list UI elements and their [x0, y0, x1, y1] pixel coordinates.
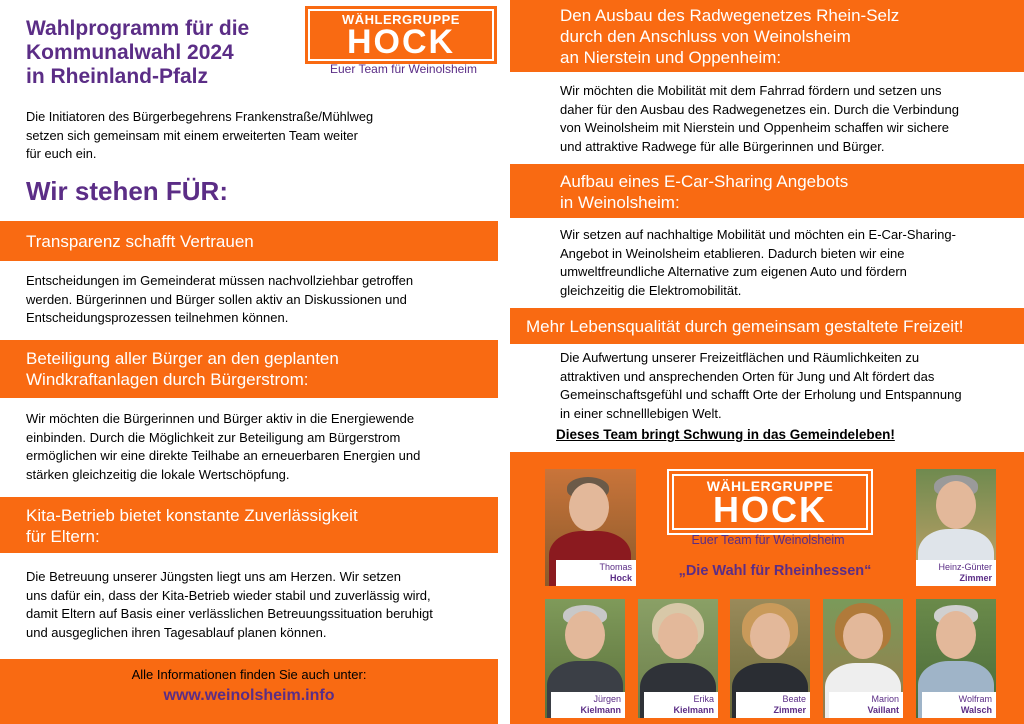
member-photo-marion-vaillant: Marion Vaillant: [823, 599, 903, 718]
section-text-bike-paths: Wir möchten die Mobilität mit dem Fahrrad fördern und setzen uns daher für den Ausbau des Radwegenetzes ein. Durch die Verbindung von Weinolsheim mit Nierstein und Oppenheim schaffen wir sichere und attraktive Radwege für alle Bürgerinnen und Bürger.: [560, 83, 959, 154]
section-header-e-car-sharing: Aufbau eines E-Car-Sharing Angebots in Weinolsheim:: [510, 164, 1024, 218]
footer-bar: [0, 659, 498, 724]
member-photo-juergen-kielmann: Jürgen Kielmann: [545, 599, 625, 718]
member-photo-beate-zimmer: Beate Zimmer: [730, 599, 810, 718]
section-text-e-car-sharing: Wir setzen auf nachhaltige Mobilität und möchten ein E-Car-Sharing- Angebot in Weinolsheim etablieren. Dadurch bieten wir eine umweltfreundliche Alternative zum eigenen Auto und fördern gleichzeitig die Elektromobilität.: [560, 227, 956, 298]
section-header-kita: Kita-Betrieb bietet konstante Zuverlässigkeit für Eltern:: [0, 497, 498, 553]
section-header-bike-paths: Den Ausbau des Radwegenetzes Rhein-Selz durch den Anschluss von Weinolsheim an Nierstein und Oppenheim:: [510, 0, 1024, 72]
section-header-transparency: Transparenz schafft Vertrauen: [0, 221, 498, 261]
website-link[interactable]: www.weinolsheim.info: [163, 687, 335, 704]
stand-for-heading: Wir stehen FÜR:: [26, 176, 228, 206]
section-text-wind-power: Wir möchten die Bürgerinnen und Bürger aktiv in die Energiewende einbinden. Durch die Möglichkeit zur Beteiligung am Bürgerstrom ermöglichen wir eine direkte Teilhabe an erneuerbaren Energien und stärken gleichzeitig die lokale Wertschöpfung.: [26, 411, 421, 482]
section-text-kita: Die Betreuung unserer Jüngsten liegt uns am Herzen. Wir setzen uns dafür ein, dass der Kita-Betrieb wieder stabil und zuverlässig wird, damit Eltern auf Basis einer verlässlichen Betreuungssituation beruhigt und ausgeglichen ihren Tagesablauf planen können.: [26, 569, 433, 640]
section-text-leisure: Die Aufwertung unserer Freizeitflächen und Räumlichkeiten zu attraktiven und ansprechenden Orten für Jung und Alt fördert das Gemeinschaftsgefühl und schafft Orte der Erholung und Entspannung in einer schnelllebigen Welt.: [560, 350, 962, 421]
footer-info: Alle Informationen finden Sie auch unter:: [131, 667, 367, 682]
hock-logo-team: WÄHLERGRUPPE HOCK: [667, 469, 873, 535]
section-text-transparency: Entscheidungen im Gemeinderat müssen nachvollziehbar getroffen werden. Bürgerinnen und Bürger sollen aktiv an Diskussionen und Entscheidungsprozessen teilnehmen können.: [26, 273, 414, 325]
member-photo-heinz-guenter-zimmer: Heinz-Günter Zimmer: [916, 469, 996, 586]
team-slogan: Dieses Team bringt Schwung in das Gemeindeleben!: [556, 427, 895, 442]
member-photo-erika-kielmann: Erika Kielmann: [638, 599, 718, 718]
member-photo-wolfram-walsch: Wolfram Walsch: [916, 599, 996, 718]
intro-text: Die Initiatoren des Bürgerbegehrens Frankenstraße/Mühlweg setzen sich gemeinsam mit einem erweiterten Team weiter für euch ein.: [26, 109, 374, 161]
logo-subtitle: Euer Team für Weinolsheim: [330, 62, 477, 76]
program-title: Wahlprogramm für die Kommunalwahl 2024 in Rheinland-Pfalz: [26, 17, 250, 88]
election-slogan: „Die Wahl für Rheinhessen“: [678, 563, 872, 579]
logo-subtitle-team: Euer Team für Weinolsheim: [691, 533, 845, 547]
section-header-wind-power: Beteiligung aller Bürger an den geplanten Windkraftanlagen durch Bürgerstrom:: [0, 340, 498, 398]
member-photo-thomas-hock: Thomas Hock: [545, 469, 636, 586]
section-header-leisure: Mehr Lebensqualität durch gemeinsam gestaltete Freizeit!: [510, 308, 1024, 344]
hock-logo: WÄHLERGRUPPE HOCK: [303, 4, 499, 66]
